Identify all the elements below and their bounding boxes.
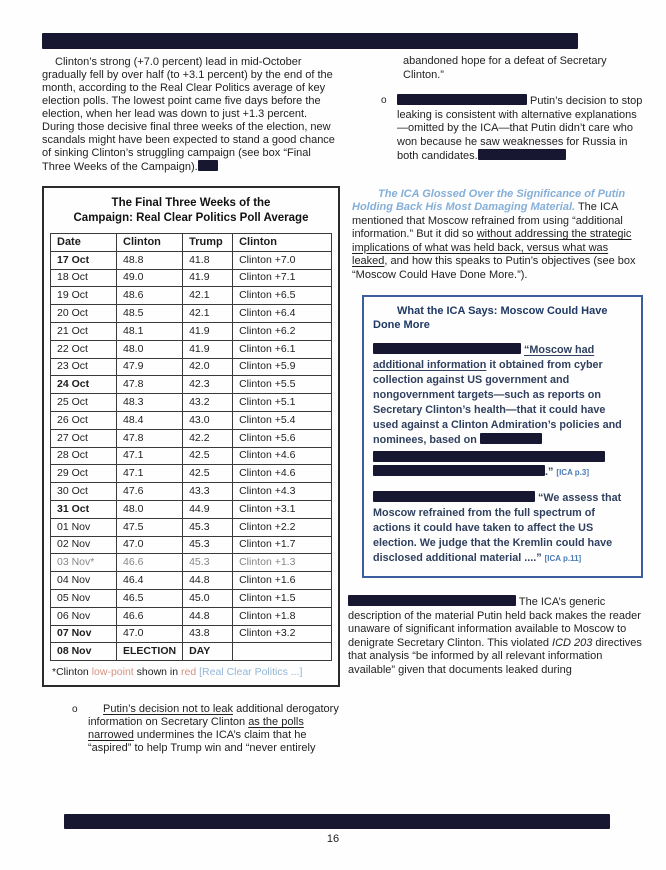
date-cell: 27 Oct [51,429,117,447]
ica-box-title: What the ICA Says: Moscow Could Have Done More [373,305,608,331]
table-row [51,465,332,483]
header-clinton: Clinton [117,234,183,252]
margin-cell: Clinton +5.9 [233,358,332,376]
section-heading: The ICA Glossed Over the Significance of Putin Holding Back His Most Damaging Material. [352,187,626,213]
date-cell: 01 Nov [51,518,117,536]
trump-cell: 42.3 [183,376,233,394]
date-cell: 06 Nov [51,607,117,625]
date-cell: 19 Oct [51,287,117,305]
clinton-cell: 46.6 [117,554,183,572]
footnote-lowpoint: low-point [91,666,134,679]
inline-redaction [478,149,566,160]
clinton-cell: ELECTION [117,643,183,661]
redaction-line [373,465,545,476]
margin-cell: Clinton +4.6 [233,447,332,465]
margin-cell [233,643,332,661]
date-cell: 31 Oct [51,500,117,518]
trump-cell: 42.2 [183,429,233,447]
margin-cell: Clinton +5.1 [233,394,332,412]
clinton-cell: 47.8 [117,376,183,394]
margin-cell: Clinton +2.2 [233,518,332,536]
trump-cell: 42.5 [183,447,233,465]
date-cell: 23 Oct [51,358,117,376]
clinton-cell: 47.5 [117,518,183,536]
trump-cell: 44.9 [183,500,233,518]
footnote-mid: shown in [136,666,179,679]
clinton-cell: 47.0 [117,625,183,643]
margin-cell: Clinton +1.8 [233,607,332,625]
table-row [51,251,332,269]
date-cell: 21 Oct [51,322,117,340]
intro-paragraph [42,56,340,174]
margin-cell: Clinton +6.2 [233,322,332,340]
table-row [51,358,332,376]
footnote-citation: [Real Clear Politics ...] [199,666,303,679]
clinton-cell: 48.5 [117,305,183,323]
right-column [348,55,644,677]
clinton-cell: 47.0 [117,536,183,554]
date-cell: 17 Oct [51,251,117,269]
inline-redaction [373,343,521,354]
margin-cell: Clinton +1.5 [233,589,332,607]
poll-title-line1: The Final Three Weeks of the [111,197,271,209]
ica-quote-1-end: .” [545,466,554,478]
bottom-redaction-bar [64,814,610,829]
margin-cell: Clinton +4.3 [233,483,332,501]
redaction-line [373,451,605,462]
margin-cell: Clinton +5.6 [233,429,332,447]
date-cell: 08 Nov [51,643,117,661]
footnote-red-word: red [181,666,197,679]
date-cell: 26 Oct [51,411,117,429]
section-seg-underline: without addressing the strategic implications of what was held back, versus what was leaked [352,228,632,267]
bullet-item-right [348,94,644,164]
trump-cell: DAY [183,643,233,661]
trump-cell: 45.3 [183,554,233,572]
trump-cell: 43.0 [183,411,233,429]
trump-cell: 45.0 [183,589,233,607]
trump-cell: 42.5 [183,465,233,483]
trump-cell: 41.9 [183,269,233,287]
margin-cell: Clinton +3.2 [233,625,332,643]
poll-table [42,186,340,687]
margin-cell: Clinton +6.1 [233,340,332,358]
poll-table-title [50,193,332,233]
table-row [51,643,332,661]
table-row [51,340,332,358]
table-row [51,411,332,429]
table-row [51,625,332,643]
ica-quote-2-text: “We assess that Moscow refrained from the full spectrum of actions it could have taken to affect the US election. We judge that the Kremlin could have disclosed additional material ....” [373,492,622,564]
date-cell: 18 Oct [51,269,117,287]
poll-table-header [51,234,332,252]
margin-cell: Clinton +6.4 [233,305,332,323]
date-cell: 02 Nov [51,536,117,554]
ica-box [362,295,643,578]
header-date: Date [51,234,117,252]
inline-redaction [373,491,535,502]
margin-cell: Clinton +4.6 [233,465,332,483]
margin-cell: Clinton +1.7 [233,536,332,554]
trump-cell: 44.8 [183,607,233,625]
table-row [51,305,332,323]
date-cell: 30 Oct [51,483,117,501]
poll-table-body [51,251,332,660]
trump-cell: 43.8 [183,625,233,643]
inline-redaction [397,94,527,105]
section-paragraph [352,188,644,283]
clinton-cell: 48.1 [117,322,183,340]
date-cell: 22 Oct [51,340,117,358]
margin-cell: Clinton +5.5 [233,376,332,394]
bullet-seg-underline-1: Putin’s decision not to leak [103,703,234,716]
margin-cell: Clinton +3.1 [233,500,332,518]
trump-cell: 42.1 [183,287,233,305]
bullet-seg-4: undermines the ICA’s claim that he “aspired” to help Trump win and “never entirely [88,729,316,755]
trump-cell: 41.9 [183,340,233,358]
table-footnote [50,661,332,681]
clinton-cell: 47.9 [117,358,183,376]
closing-seg-3: directives that analysis “be informed by all relevant information available” given that documents leaked during [348,636,642,676]
trump-cell: 43.3 [183,483,233,501]
trump-cell: 43.2 [183,394,233,412]
bullet-seg-underline-3: as the polls narrowed [88,716,304,742]
date-cell: 25 Oct [51,394,117,412]
ica-quote-1-text: it obtained from cyber collection against US government and nongovernment targets—such as reports on Secretary Clinton’s health—that it could have used against a Clinton Admiration’s policies and nominees, based on [373,359,622,446]
trump-cell: 44.8 [183,572,233,590]
trump-cell: 41.8 [183,251,233,269]
poll-title-line2: Campaign: Real Clear Politics Poll Average [73,212,309,224]
margin-cell: Clinton +7.0 [233,251,332,269]
continuation-text: abandoned hope for a defeat of Secretary Clinton.” [403,55,607,81]
ica-quote-2 [373,491,631,566]
clinton-cell: 48.4 [117,411,183,429]
clinton-cell: 47.1 [117,447,183,465]
intro-paragraph-text: Clinton’s strong (+7.0 percent) lead in mid-October gradually fell by over half (to +3.1 percent) by the end of the month, according to the Real Clear Politics average of key election polls. The lowest point came five days before the election, when her lead was down to just +1.3 percent. During those decisive final three weeks of the election, new scandals might have been expected to stand a good chance of sinking Clinton’s struggling campaign (see box “Final Three Weeks of the Campaign). [42,56,335,173]
margin-cell: Clinton +7.1 [233,269,332,287]
trump-cell: 45.3 [183,536,233,554]
header-margin: Clinton [233,234,332,252]
ica-quote-1 [373,343,631,480]
table-row [51,500,332,518]
clinton-cell: 46.5 [117,589,183,607]
date-cell: 28 Oct [51,447,117,465]
date-cell: 05 Nov [51,589,117,607]
margin-cell: Clinton +1.6 [233,572,332,590]
trump-cell: 42.0 [183,358,233,376]
bullet-marker: o [72,704,78,716]
ica-quote-underline: “Moscow had additional information [373,344,595,371]
bullet-marker: o [381,95,387,106]
clinton-cell: 48.3 [117,394,183,412]
bullet-right-text: Putin’s decision to stop leaking is consistent with alternative explanations—omitted by the ICA—that Putin didn’t care who won because he saw weaknesses for Russia in both candidates. [397,95,643,162]
bullet-item-left [42,703,340,755]
table-row [51,447,332,465]
table-row [51,287,332,305]
left-column [42,56,340,755]
clinton-cell: 48.8 [117,251,183,269]
closing-paragraph [348,595,644,677]
table-row [51,394,332,412]
margin-cell: Clinton +1.3 [233,554,332,572]
margin-cell: Clinton +6.5 [233,287,332,305]
closing-seg-1: The ICA’s generic description of the material Putin held back makes the reader unaware of significant information available to Moscow to denigrate Secretary Clinton. This violated [348,596,641,649]
clinton-cell: 48.0 [117,500,183,518]
table-row [51,589,332,607]
date-cell: 04 Nov [51,572,117,590]
inline-redaction [198,160,218,171]
poll-data-table [50,233,332,661]
clinton-cell: 47.8 [117,429,183,447]
table-row [51,536,332,554]
continuation-paragraph [403,55,644,82]
table-row [51,607,332,625]
margin-cell: Clinton +5.4 [233,411,332,429]
bullet-text [88,703,340,755]
table-row [51,322,332,340]
top-redaction-bar [42,33,578,49]
section-seg-1: The ICA mentioned that Moscow refrained from using “additional information.” But it did so [352,201,623,240]
table-row [51,483,332,501]
clinton-cell: 48.0 [117,340,183,358]
clinton-cell: 49.0 [117,269,183,287]
date-cell: 03 Nov* [51,554,117,572]
trump-cell: 45.3 [183,518,233,536]
clinton-cell: 46.4 [117,572,183,590]
date-cell: 20 Oct [51,305,117,323]
trump-cell: 42.1 [183,305,233,323]
page-number: 16 [326,833,340,845]
header-trump: Trump [183,234,233,252]
date-cell: 24 Oct [51,376,117,394]
clinton-cell: 47.6 [117,483,183,501]
table-row [51,554,332,572]
inline-redaction [480,433,542,444]
closing-seg-italic: ICD 203 [552,636,593,649]
inline-redaction [348,595,516,606]
clinton-cell: 47.1 [117,465,183,483]
clinton-cell: 48.6 [117,287,183,305]
table-row [51,518,332,536]
ica-citation-2: [ICA p.11] [544,554,582,563]
section-seg-3: , and how this speaks to Putin’s objectives (see box “Moscow Could Have Done More.”). [352,255,636,281]
table-row [51,269,332,287]
table-row [51,376,332,394]
footnote-prefix: *Clinton [52,666,89,679]
date-cell: 29 Oct [51,465,117,483]
clinton-cell: 46.6 [117,607,183,625]
ica-citation-1: [ICA p.3] [556,468,589,477]
table-row [51,572,332,590]
trump-cell: 41.9 [183,322,233,340]
bullet-seg-2: additional derogatory information on Secretary Clinton [88,703,339,729]
bullet-text [397,94,644,164]
table-row [51,429,332,447]
date-cell: 07 Nov [51,625,117,643]
